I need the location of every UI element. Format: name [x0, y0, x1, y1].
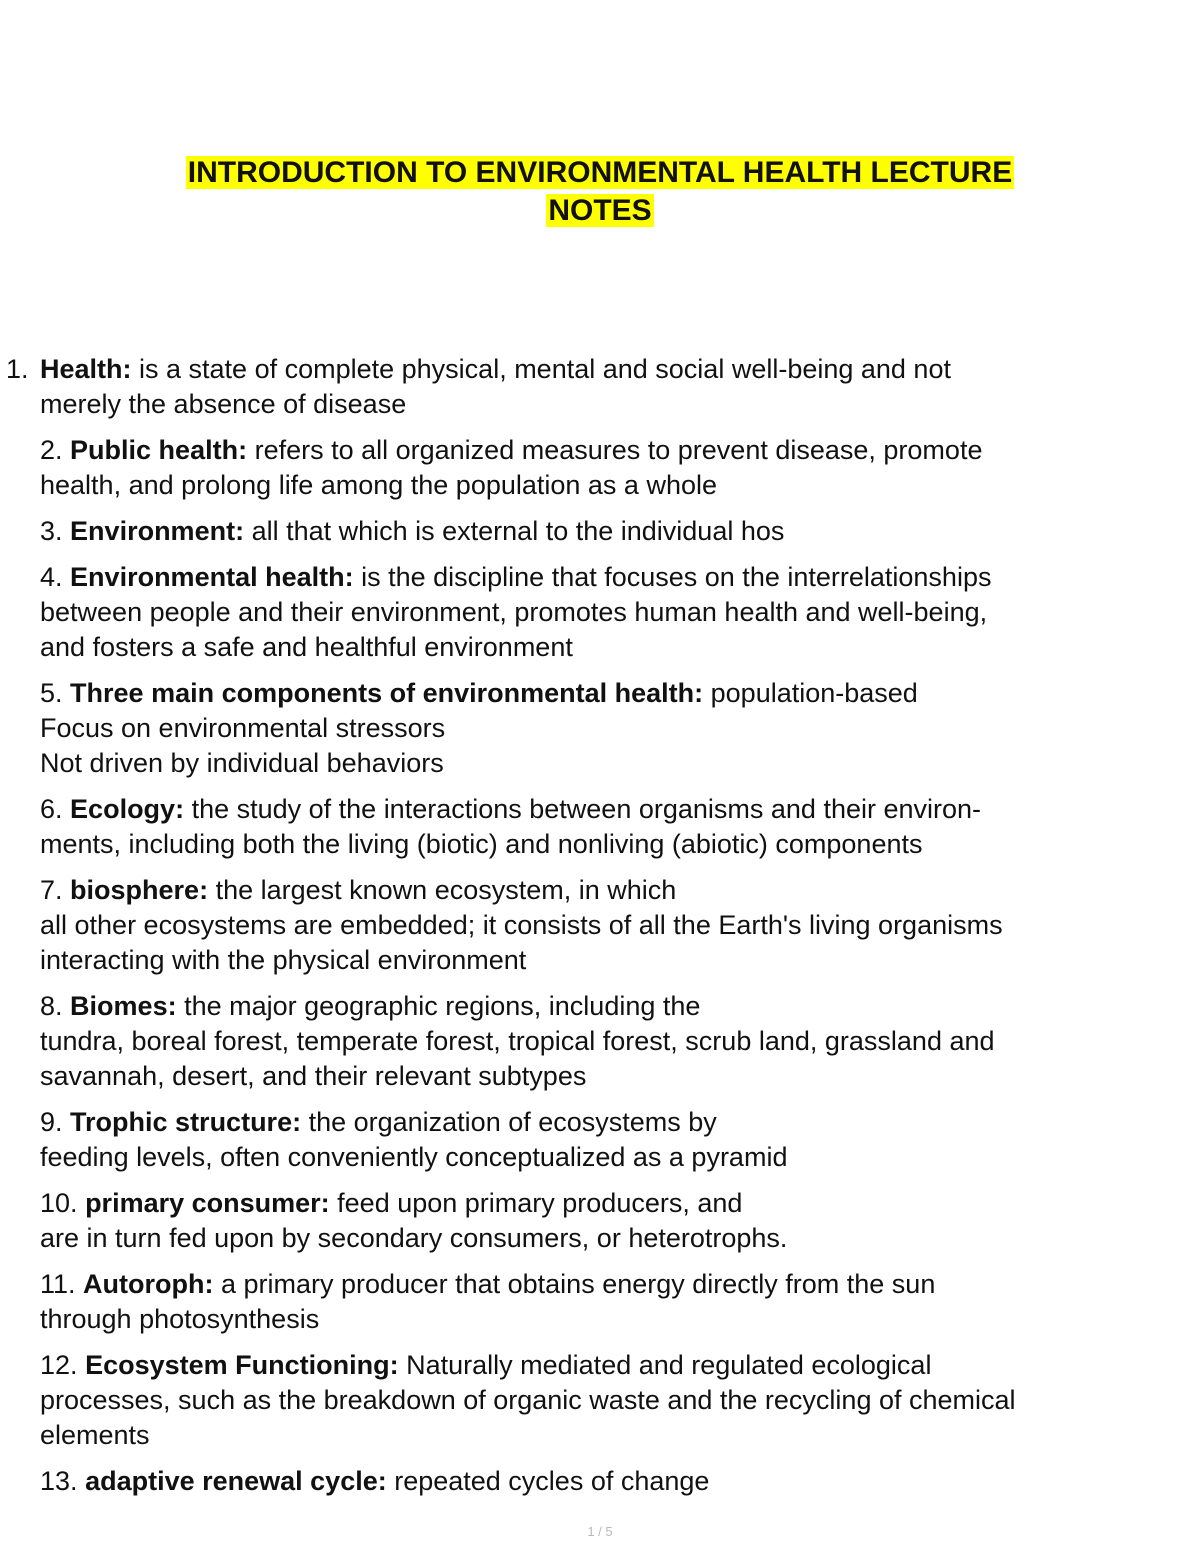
item-number: 10. [40, 1188, 78, 1218]
item-text: a primary producer that obtains energy directly from the sun [213, 1269, 936, 1299]
list-item-line [40, 1302, 1175, 1337]
list-item [40, 433, 1175, 503]
list-item-line [40, 1348, 1175, 1383]
title-line-1: INTRODUCTION TO ENVIRONMENTAL HEALTH LECTURE [187, 156, 1013, 189]
list-item-line [40, 1024, 1175, 1059]
item-text: all other ecosystems are embedded; it consists of all the Earth's living organisms [40, 910, 1003, 940]
list-item-line [40, 560, 1175, 595]
list-item [40, 560, 1175, 665]
list-item-line [40, 387, 1175, 422]
item-text: processes, such as the breakdown of organic waste and the recycling of chemical [40, 1385, 1016, 1415]
list-item-line [40, 711, 1175, 746]
title-line-2: NOTES [548, 194, 652, 227]
list-item-line [40, 433, 1175, 468]
list-item [40, 1105, 1175, 1175]
list-item-line [40, 908, 1175, 943]
list-item-line [40, 943, 1175, 978]
item-text: through photosynthesis [40, 1304, 320, 1334]
item-text: the largest known ecosystem, in which [208, 875, 677, 905]
item-term: Ecosystem Functioning: [85, 1350, 399, 1380]
list-item [40, 792, 1175, 862]
item-term: Ecology: [70, 794, 185, 824]
item-text: health, and prolong life among the population as a whole [40, 470, 717, 500]
item-text: and fosters a safe and healthful environment [40, 632, 573, 662]
list-item [40, 1464, 1175, 1499]
item-text: savannah, desert, and their relevant subtypes [40, 1061, 587, 1091]
list-item [6, 352, 1175, 422]
item-text: elements [40, 1420, 150, 1450]
item-text: the organization of ecosystems by [301, 1107, 717, 1137]
item-number: 1. [6, 354, 29, 384]
item-number: 3. [40, 516, 63, 546]
list-item-line [40, 630, 1175, 665]
list-item-line [40, 1221, 1175, 1256]
list-item-line [40, 1105, 1175, 1140]
item-text: feed upon primary producers, and [329, 1188, 743, 1218]
item-number: 8. [40, 991, 63, 1021]
item-text: is a state of complete physical, mental and social well-being and not [131, 354, 951, 384]
list-item-line [40, 873, 1175, 908]
list-item-line [40, 989, 1175, 1024]
item-text: repeated cycles of change [386, 1466, 710, 1496]
list-item-line [40, 746, 1175, 781]
list-item [40, 989, 1175, 1094]
list-item-line [40, 595, 1175, 630]
list-item-line [40, 1267, 1175, 1302]
item-text: all that which is external to the individual hos [244, 516, 785, 546]
item-text: is the discipline that focuses on the interrelationships [353, 562, 992, 592]
item-text: Focus on environmental stressors [40, 713, 446, 743]
item-number: 2. [40, 435, 63, 465]
item-text: Naturally mediated and regulated ecological [398, 1350, 932, 1380]
item-number: 7. [40, 875, 63, 905]
list-item-line [40, 468, 1175, 503]
item-term: Autoroph: [83, 1269, 214, 1299]
list-item-line [40, 792, 1175, 827]
item-term: Trophic structure: [70, 1107, 302, 1137]
list-item [40, 1186, 1175, 1256]
list-item-line [40, 1418, 1175, 1453]
item-term: Environmental health: [70, 562, 354, 592]
item-number: 6. [40, 794, 63, 824]
item-number: 9. [40, 1107, 63, 1137]
item-number: 5. [40, 678, 63, 708]
item-text: the study of the interactions between organisms and their environ- [184, 794, 982, 824]
list-item [40, 1267, 1175, 1337]
list-item-line [6, 352, 1175, 387]
item-text: Not driven by individual behaviors [40, 748, 444, 778]
list-item-line [40, 1186, 1175, 1221]
item-term: Environment: [70, 516, 245, 546]
item-term: Biomes: [70, 991, 177, 1021]
item-text: ments, including both the living (biotic) and nonliving (abiotic) components [40, 829, 923, 859]
list-item-line [40, 1059, 1175, 1094]
item-text: merely the absence of disease [40, 389, 407, 419]
item-text: refers to all organized measures to prevent disease, promote [247, 435, 983, 465]
list-item [40, 873, 1175, 978]
item-term: biosphere: [70, 875, 209, 905]
item-text: feeding levels, often conveniently conceptualized as a pyramid [40, 1142, 788, 1172]
item-text: population-based [703, 678, 918, 708]
list-item-line [40, 676, 1175, 711]
definitions-list [6, 352, 1175, 1510]
list-item-line [40, 827, 1175, 862]
list-item-line [40, 514, 1175, 549]
list-item [40, 676, 1175, 781]
item-text: tundra, boreal forest, temperate forest, tropical forest, scrub land, grassland and [40, 1026, 995, 1056]
list-item [40, 1348, 1175, 1453]
item-number: 11. [40, 1269, 76, 1299]
item-text: the major geographic regions, including the [176, 991, 701, 1021]
item-number: 4. [40, 562, 63, 592]
item-term: Three main components of environmental health: [70, 678, 704, 708]
item-number: 13. [40, 1466, 78, 1496]
document-title [0, 154, 1200, 230]
item-number: 12. [40, 1350, 78, 1380]
item-term: primary consumer: [85, 1188, 330, 1218]
item-term: Public health: [70, 435, 248, 465]
item-text: interacting with the physical environment [40, 945, 527, 975]
list-item-line [40, 1464, 1175, 1499]
item-text: are in turn fed upon by secondary consumers, or heterotrophs. [40, 1223, 788, 1253]
list-item [40, 514, 1175, 549]
item-text: between people and their environment, promotes human health and well-being, [40, 597, 988, 627]
item-term: Health: [40, 354, 132, 384]
page-indicator: 1 / 5 [587, 1524, 613, 1539]
item-term: adaptive renewal cycle: [85, 1466, 387, 1496]
list-item-line [40, 1140, 1175, 1175]
list-item-line [40, 1383, 1175, 1418]
